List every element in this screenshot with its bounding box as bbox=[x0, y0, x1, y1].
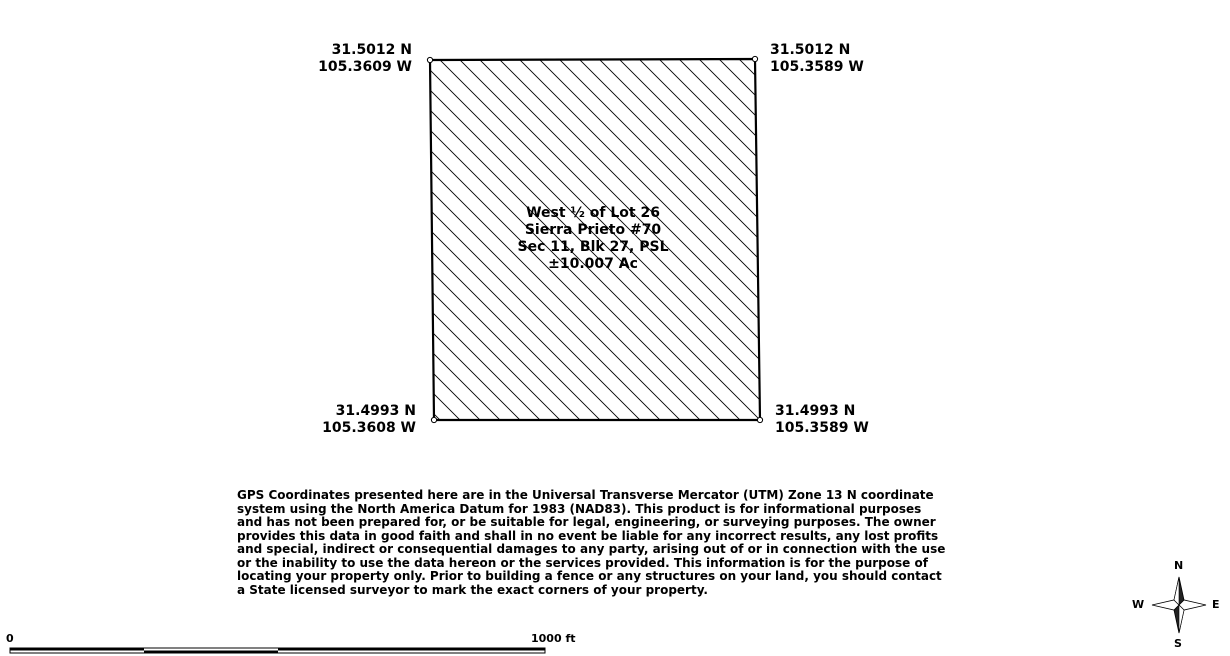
coord-lat: 31.5012 N bbox=[770, 42, 851, 58]
coord-lon: 105.3589 W bbox=[770, 59, 864, 75]
scale-bar bbox=[10, 648, 545, 653]
parcel-label-line: West ½ of Lot 26 bbox=[526, 205, 660, 221]
corner-label-bottom-right bbox=[775, 403, 869, 437]
disclaimer-line: GPS Coordinates presented here are in the Universal Transverse Mercator (UTM) Zone 13 N coordinate bbox=[237, 488, 934, 502]
parcel-label-line: ±10.007 Ac bbox=[548, 256, 638, 272]
compass-south-label: S bbox=[1174, 637, 1182, 650]
compass-north-label: N bbox=[1174, 559, 1184, 572]
coord-lat: 31.4993 N bbox=[335, 403, 416, 419]
parcel-label-line: Sec 11, Blk 27, PSL bbox=[517, 239, 669, 255]
corner-label-top-right bbox=[770, 42, 864, 76]
disclaimer-line: or the inability to use the data hereon or the services provided. This information is for the purpose of bbox=[237, 555, 928, 570]
coord-lat: 31.5012 N bbox=[331, 42, 412, 58]
coord-lon: 105.3589 W bbox=[775, 420, 869, 436]
coord-lat: 31.4993 N bbox=[775, 403, 856, 419]
compass-west-label: W bbox=[1132, 598, 1145, 611]
corner-label-bottom-left bbox=[300, 403, 416, 437]
hatch-line bbox=[20, 40, 420, 440]
hatch-line bbox=[40, 40, 440, 440]
hatch-line bbox=[0, 40, 400, 440]
corner-marker-bottom-right bbox=[757, 417, 762, 422]
corner-marker-bottom-left bbox=[431, 417, 436, 422]
hatch-line bbox=[60, 40, 460, 440]
compass-rose-icon bbox=[1152, 577, 1206, 633]
corner-label-top-left bbox=[300, 42, 412, 76]
disclaimer-line: provides this data in good faith and shall in no event be liable for any incorrect results, any lost profits bbox=[237, 528, 939, 543]
corner-marker-top-left bbox=[427, 57, 432, 62]
parcel-label-line: Sierra Prieto #70 bbox=[524, 222, 662, 238]
scale-end-label: 1000 ft bbox=[531, 632, 576, 645]
corner-marker-top-right bbox=[752, 56, 757, 61]
scale-start-label: 0 bbox=[6, 632, 14, 645]
parcel-label bbox=[469, 205, 717, 273]
coord-lon: 105.3609 W bbox=[318, 59, 412, 75]
disclaimer-line: and has not been prepared for, or be suitable for legal, engineering, or surveying purposes. The owner bbox=[237, 515, 936, 529]
hatch-line bbox=[740, 40, 1140, 440]
disclaimer-line: system using the North America Datum for 1983 (NAD83). This product is for informational purposes bbox=[237, 501, 922, 516]
hatch-line bbox=[720, 40, 1120, 440]
disclaimer-line: a State licensed surveyor to mark the exact corners of your property. bbox=[237, 582, 708, 597]
hatch-line bbox=[780, 40, 1180, 440]
hatch-line bbox=[760, 40, 1160, 440]
coord-lon: 105.3608 W bbox=[322, 420, 416, 436]
compass-east-label: E bbox=[1212, 598, 1220, 611]
disclaimer-text bbox=[237, 488, 946, 597]
hatch-line bbox=[80, 40, 480, 440]
disclaimer-line: locating your property only. Prior to building a fence or any structures on your land, you should contact bbox=[237, 569, 942, 583]
disclaimer-line: and special, indirect or consequential damages to any party, arising out of or in connection with the use bbox=[237, 542, 946, 556]
